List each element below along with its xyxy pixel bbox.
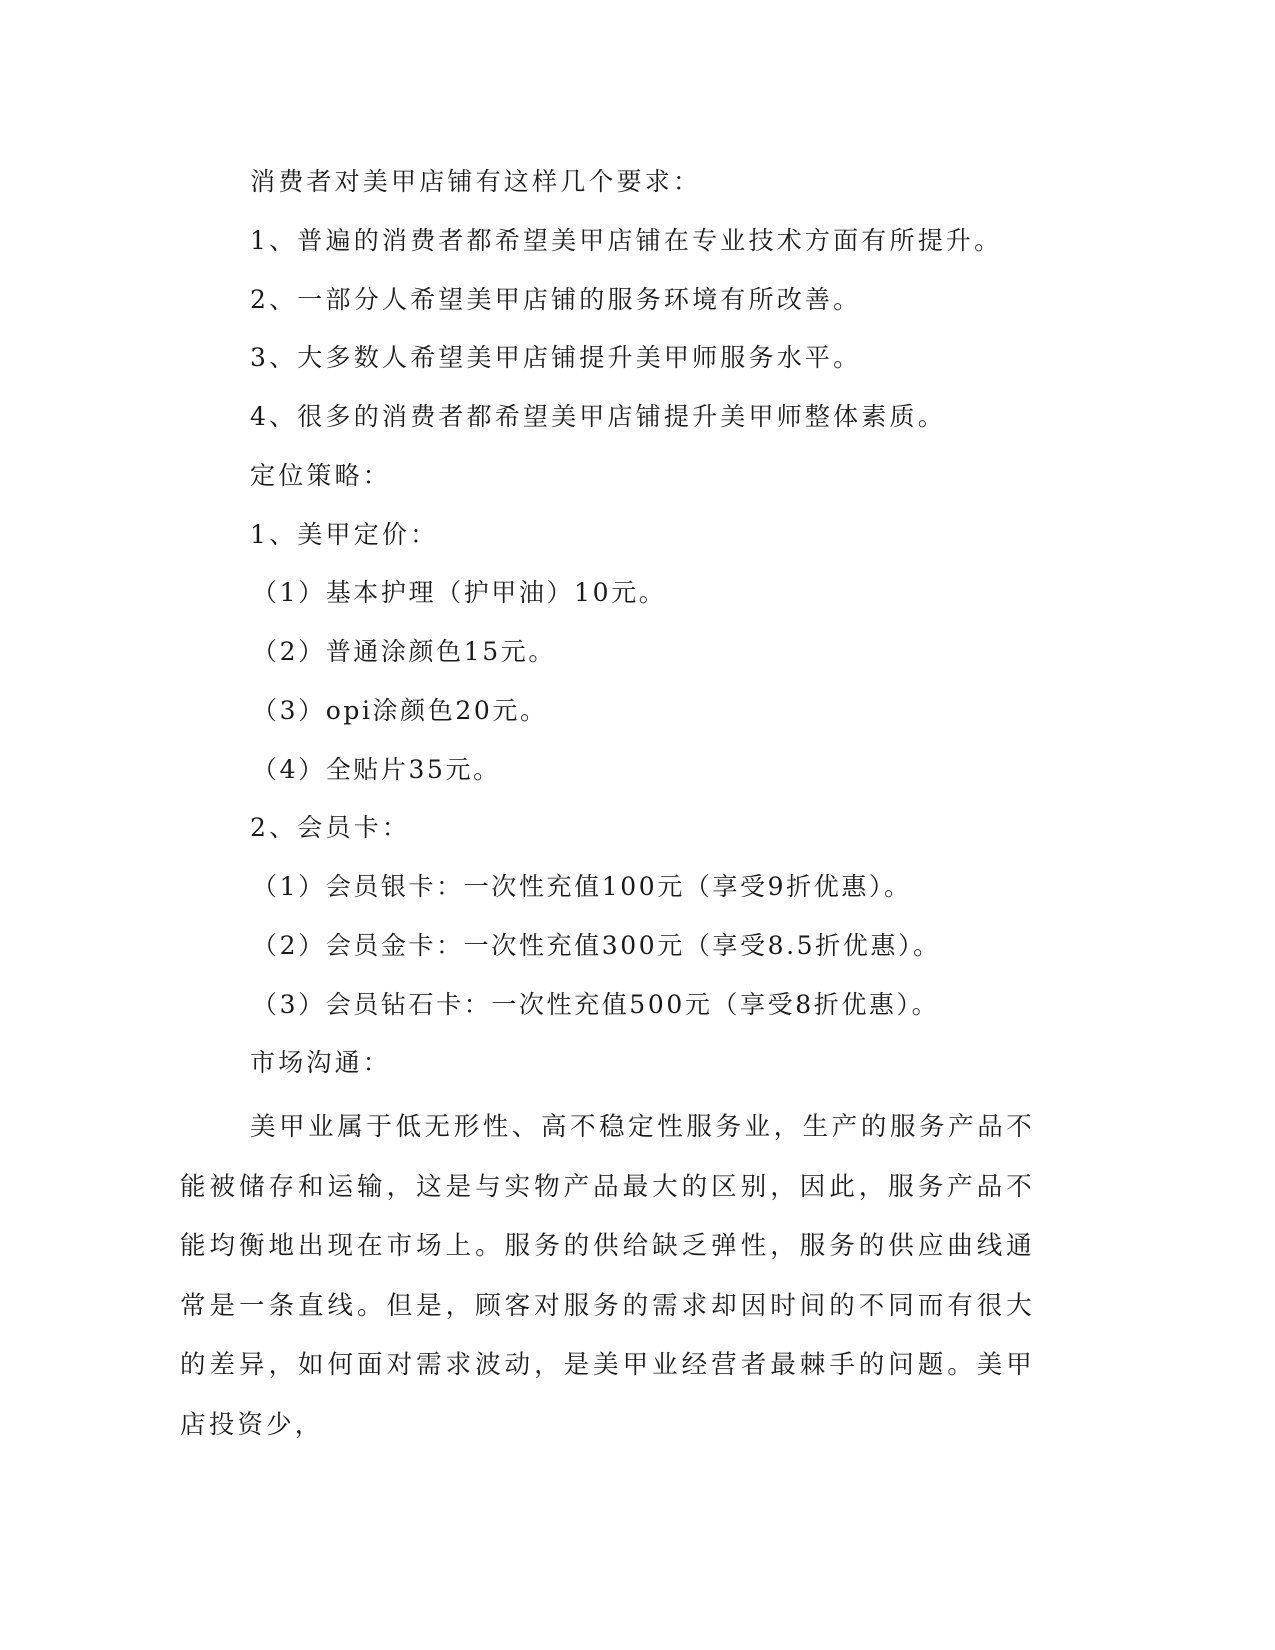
section-heading-positioning: 定位策略： xyxy=(250,461,392,490)
membership-heading: 2、会员卡： xyxy=(250,813,411,842)
intro-line: 消费者对美甲店铺有这样几个要求： xyxy=(250,167,702,196)
membership-gold: （2）会员金卡：一次性充值300元（享受8.5折优惠）。 xyxy=(252,931,941,960)
membership-diamond: （3）会员钻石卡：一次性充值500元（享受8折优惠）。 xyxy=(252,990,940,1019)
requirement-4: 4、很多的消费者都希望美甲店铺提升美甲师整体素质。 xyxy=(250,402,946,431)
pricing-heading: 1、美甲定价： xyxy=(250,520,439,549)
price-item-2: （2）普通涂颜色15元。 xyxy=(252,637,556,666)
requirement-3: 3、大多数人希望美甲店铺提升美甲师服务水平。 xyxy=(250,343,862,372)
body-paragraph: 美甲业属于低无形性、高不稳定性服务业，生产的服务产品不能被储存和运输，这是与实物产品最大的区别，因此，服务产品不能均衡地出现在市场上。服务的供给缺乏弹性，服务的供应曲线通常是一条直线。但是，顾客对服务的需求却因时间的不同而有很大的差异，如何面对需求波动，是美甲业经营者最棘手的问题。美甲店投资少， xyxy=(180,1112,1035,1440)
section-heading-communication: 市场沟通： xyxy=(250,1048,392,1077)
membership-silver: （1）会员银卡：一次性充值100元（享受9折优惠）。 xyxy=(252,872,912,901)
price-item-1: （1）基本护理（护甲油）10元。 xyxy=(252,578,667,607)
price-item-4: （4）全贴片35元。 xyxy=(252,755,501,784)
price-item-3: （3）opi涂颜色20元。 xyxy=(252,696,548,725)
requirement-2: 2、一部分人希望美甲店铺的服务环境有所改善。 xyxy=(250,285,862,314)
requirement-1: 1、普遍的消费者都希望美甲店铺在专业技术方面有所提升。 xyxy=(250,226,1003,255)
